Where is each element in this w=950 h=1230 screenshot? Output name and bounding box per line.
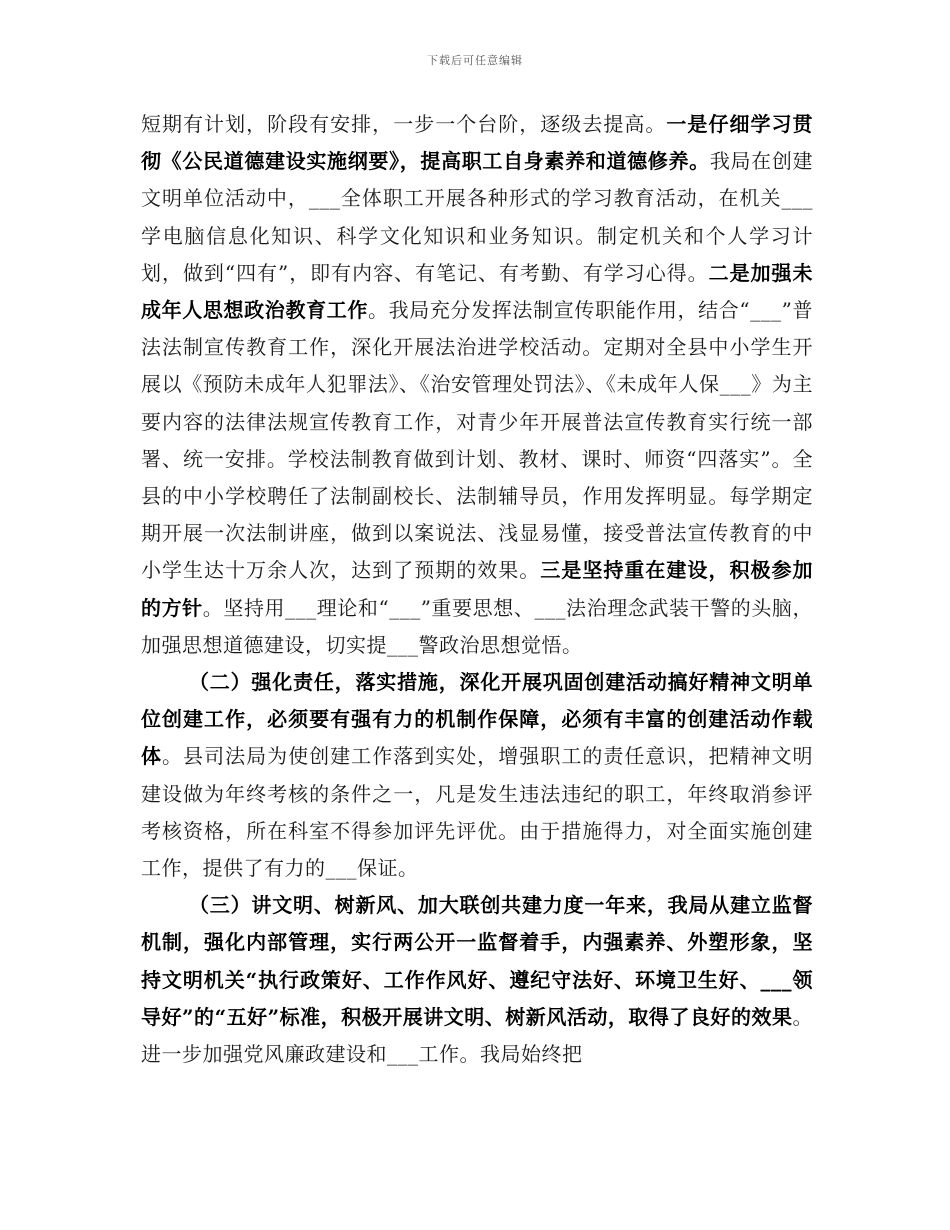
text-segment: 。县司法局为使创建工作落到实处，增强职工的责任意识，把精神文明建设做为年终考核的条件之一，凡是发生违法违纪的职工，年终取消参评考核资格，所在科室不得参加评先评优。由于措施得力，对全面实施创建工作，提供了有力的___保证。 (141, 744, 814, 881)
text-segment: 。坚持用___理论和“___”重要思想、___法治理念武装干警的头脑，加强思想道德建设，切实提___警政治思想觉悟。 (141, 595, 813, 657)
text-segment: 我局在创建文明单位活动中，___全体职工开展各种形式的学习教育活动，在机关___学电脑信息化知识、科学文化知识和业务知识。制定机关和个人学习计划，做到“四有”，即有内容、有笔记、有考勤、有学习心得。 (141, 149, 813, 285)
bold-text-segment: 二是加强未成年人思想政治教育工作 (141, 260, 814, 323)
text-segment: 短期有计划，阶段有安排，一步一个台阶，逐级去提高。 (141, 112, 667, 136)
bold-text-segment: 三是坚持重在建设，积极参加的方针 (141, 558, 814, 620)
bold-text-segment: 一是仔细学习贯彻《公民道德建设实施纲要》，提高职工自身素养和道德修养。 (141, 112, 814, 174)
text-segment: 。进一步加强党风廉政建设和___工作。我局始终把 (141, 1004, 813, 1067)
bold-text-segment: （二）强化责任，落实措施，深化开展巩固创建活动搞好精神文明单位创建工作，必须要有强有力的机制作保障，必须有丰富的创建活动作载体 (141, 670, 813, 769)
document-body (141, 106, 813, 1073)
text-segment: 。我局充分发挥法制宣传职能作用，结合“___”普法法制宣传教育工作，深化开展法治进学校活动。定期对全县中小学生开展以《预防未成年人犯罪法》、《治安管理处罚法》、《未成年人保___》为主要内容的法律法规宣传教育工作，对青少年开展普法宣传教育实行统一部署、统一安排。学校法制教育做到计划、教材、课时、师资“四落实”。全县的中小学校聘任了法制副校长、法制辅导员，作用发挥明显。每学期定期开展一次法制讲座，做到以案说法、浅显易懂，接受普法宣传教育的中小学生达十万余人次，达到了预期的效果。 (141, 298, 813, 583)
paragraph-1 (141, 106, 813, 664)
page-header: 下载后可任意编辑 (427, 54, 523, 67)
paragraph-2 (141, 664, 813, 887)
paragraph-3 (141, 887, 813, 1073)
bold-text-segment: （三）讲文明、树新风、加大联创共建力度一年来，我局从建立监督机制，强化内部管理，实行两公开一监督着手，内强素养、外塑形象，坚持文明机关“执行政策好、工作作风好、遵纪守法好、环境卫生好、___领导好”的“五好”标准，积极开展讲文明、树新风活动，取得了良好的效果 (141, 893, 813, 1029)
